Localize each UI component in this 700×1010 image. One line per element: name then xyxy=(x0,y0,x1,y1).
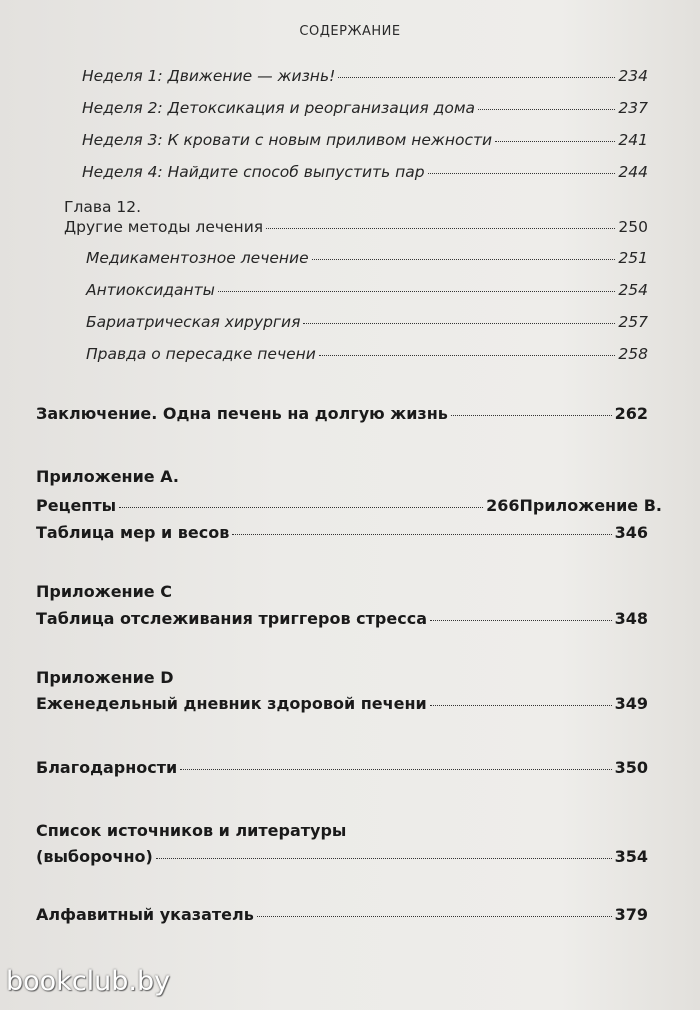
toc-entry-bibliography[interactable] xyxy=(36,847,648,866)
toc-entry-title: Заключение. Одна печень на долгую жизнь xyxy=(36,404,448,423)
toc-entry-page: 379 xyxy=(614,905,648,924)
appendix-d-label: Приложение D xyxy=(36,668,174,687)
leader-dots xyxy=(312,259,616,260)
toc-entry-page: 237 xyxy=(618,99,648,117)
toc-entry-bariatric[interactable] xyxy=(86,313,648,331)
toc-entry-page: 234 xyxy=(618,67,648,85)
toc-entry-medication[interactable] xyxy=(86,249,648,267)
toc-entry-antioxidants[interactable] xyxy=(86,281,648,299)
leader-dots xyxy=(232,534,611,535)
bibliography-title-line1: Список источников и литературы xyxy=(36,821,347,840)
toc-entry-chapter-12[interactable] xyxy=(64,218,648,236)
leader-dots xyxy=(430,705,612,706)
leader-dots xyxy=(430,620,612,621)
toc-entry-title: (выборочно) xyxy=(36,847,153,866)
toc-entry-title: Бариатрическая хирургия xyxy=(86,313,301,331)
toc-entry-title: Алфавитный указатель xyxy=(36,905,254,924)
toc-entry-page: 262 xyxy=(614,404,648,423)
leader-dots xyxy=(218,291,616,292)
toc-entry-title: Неделя 2: Детоксикация и реорганизация дома xyxy=(82,99,476,117)
toc-entry-title: Неделя 3: К кровати с новым приливом нежности xyxy=(82,131,493,149)
toc-entry-page: 257 xyxy=(618,313,648,331)
toc-entry-page: 346 xyxy=(614,523,648,542)
toc-entry-title: Медикаментозное лечение xyxy=(86,249,309,267)
toc-entry-page: 251 xyxy=(618,249,648,267)
chapter-12-label: Глава 12. xyxy=(64,198,142,216)
toc-entry-page: 349 xyxy=(614,694,648,713)
toc-entry-title: Антиоксиданты xyxy=(86,281,215,299)
leader-dots xyxy=(428,173,616,174)
toc-entry-title: Неделя 4: Найдите способ выпустить пар xyxy=(82,163,425,181)
toc-entry-recipes[interactable] xyxy=(36,496,662,515)
toc-entry-page: 250 xyxy=(618,218,648,236)
appendix-c-label: Приложение C xyxy=(36,582,172,601)
toc-entry-title: Таблица мер и весов xyxy=(36,523,230,542)
toc-entry-page: 241 xyxy=(618,131,648,149)
page-header: СОДЕРЖАНИЕ xyxy=(299,24,401,39)
leader-dots xyxy=(180,769,611,770)
toc-entry-liver-diary[interactable] xyxy=(36,694,648,713)
toc-entry-title: Рецепты xyxy=(36,496,117,515)
toc-entry-title: Благодарности xyxy=(36,758,178,777)
toc-entry-title: Другие методы лечения xyxy=(64,218,264,236)
leader-dots xyxy=(478,109,615,110)
leader-dots xyxy=(119,507,483,508)
toc-entry-page: 266 xyxy=(486,496,520,515)
leader-dots xyxy=(303,323,615,324)
appendix-b-label: Приложение B. xyxy=(519,496,662,515)
toc-entry-title: Еженедельный дневник здоровой печени xyxy=(36,694,427,713)
appendix-a-label: Приложение A. xyxy=(36,467,179,486)
leader-dots xyxy=(266,228,615,229)
toc-entry-liver-transplant[interactable] xyxy=(86,345,648,363)
leader-dots xyxy=(451,415,612,416)
toc-entry-week-3[interactable] xyxy=(82,131,648,149)
toc-entry-title: Неделя 1: Движение — жизнь! xyxy=(82,67,336,85)
toc-entry-page: 244 xyxy=(618,163,648,181)
watermark-text: bookclub.by xyxy=(6,966,171,997)
toc-entry-week-2[interactable] xyxy=(82,99,648,117)
toc-entry-week-4[interactable] xyxy=(82,163,648,181)
toc-entry-measures-table[interactable] xyxy=(36,523,648,542)
toc-entry-page: 258 xyxy=(618,345,648,363)
leader-dots xyxy=(319,355,616,356)
toc-entry-conclusion[interactable] xyxy=(36,404,648,423)
leader-dots xyxy=(338,77,615,78)
toc-entry-title: Таблица отслеживания триггеров стресса xyxy=(36,609,427,628)
toc-entry-page: 254 xyxy=(618,281,648,299)
toc-entry-page: 354 xyxy=(614,847,648,866)
toc-entry-page: 348 xyxy=(614,609,648,628)
toc-entry-acknowledgements[interactable] xyxy=(36,758,648,777)
leader-dots xyxy=(257,916,612,917)
leader-dots xyxy=(156,858,612,859)
toc-entry-page: 350 xyxy=(614,758,648,777)
toc-entry-stress-triggers[interactable] xyxy=(36,609,648,628)
leader-dots xyxy=(495,141,615,142)
toc-entry-week-1[interactable] xyxy=(82,67,648,85)
toc-entry-index[interactable] xyxy=(36,905,648,924)
toc-entry-title: Правда о пересадке печени xyxy=(86,345,316,363)
